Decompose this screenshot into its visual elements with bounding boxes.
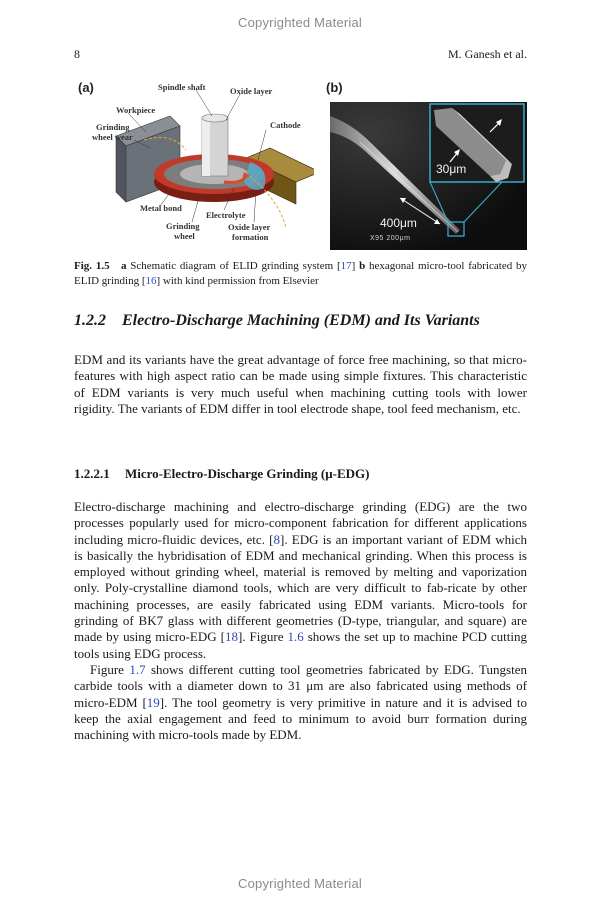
subsection-title: Micro-Electro-Discharge Grinding (μ-EDG) xyxy=(125,466,370,481)
sem-main-scale-label: 400μm xyxy=(380,216,417,230)
label-oxide-layer-top: Oxide layer xyxy=(230,86,273,96)
label-spindle-shaft: Spindle shaft xyxy=(158,82,206,92)
paragraph-edm-intro: EDM and its variants have the great advantage of force free machining, so that micro-features with high aspect ratio can be made using simple fixtures. This characteristic of EDM variants is very much useful when machining cutting tools with lower rigidity. The variants of EDM differ in tool electrode shape, tool feed mechanism, etc. xyxy=(74,352,527,416)
p3-text-2: shows different cutting tool geometries fabricated by EDG. Tungsten carbide tools with a diameter down to 31 μm are also fabricated using methods of micro-EDM [ xyxy=(74,662,527,710)
label-workpiece: Workpiece xyxy=(116,105,156,115)
sem-inset-scale-label: 30μm xyxy=(436,162,467,176)
sem-scale-bar-label: X95 200μm xyxy=(370,235,411,242)
p2-text-2: ]. EDG is an important variant of EDM which is basically the hybridisation of EDM and mechanical grinding. When this process is employed without grinding wheel, material is removed by melting and vaporization only. Poly-crystalline diamond tools, which are very difficult to fab-ricate by other machining processes, are easily fabricated using EDM variants. Micro-tools for grinding of BK7 glass with different geometries (D-type, triangular, and square) are made by using micro-EDG [ xyxy=(74,531,527,645)
paragraph-edg xyxy=(74,499,527,662)
running-head xyxy=(74,47,527,63)
panel-a-label: (a) xyxy=(78,80,94,95)
paragraph-tool-geometries xyxy=(74,662,527,743)
caption-a: a xyxy=(120,260,127,272)
ref-18-link[interactable]: 18 xyxy=(224,629,238,645)
p3-text-1: Figure xyxy=(90,662,130,677)
label-grinding-wheel-2: wheel xyxy=(174,231,195,241)
ref-19-link[interactable]: 19 xyxy=(146,694,160,710)
section-title: Electro-Discharge Machining (EDM) and Its Variants xyxy=(122,312,480,329)
panel-b-label: (b) xyxy=(326,80,343,95)
watermark-top: Copyrighted Material xyxy=(238,15,362,30)
elid-schematic-diagram xyxy=(74,78,314,250)
running-head-authors: M. Ganesh et al. xyxy=(448,47,527,61)
figure-1-6-link[interactable]: 1.6 xyxy=(287,629,304,645)
section-heading xyxy=(74,311,527,331)
p2-text-1: Electro-discharge machining and electro-discharge grinding (EDG) are the two processes popularly used for micro-component fabrication for different applications including micro-fluidic devices, etc. [ xyxy=(74,499,527,547)
caption-b: b xyxy=(359,260,366,272)
figure-1-5 xyxy=(74,78,527,250)
page-number: 8 xyxy=(74,47,80,61)
ref-8-link[interactable]: 8 xyxy=(273,531,280,547)
watermark-bottom: Copyrighted Material xyxy=(238,876,362,891)
sem-micrograph xyxy=(330,102,527,250)
p3-text-3: ]. The tool geometry is very primitive in nature and it is advised to keep the axial engagement and feed to minimum to avoid burr formation during machining with micro-tools made by EDM. xyxy=(74,694,527,743)
label-grinding-wheel-1: Grinding xyxy=(166,221,200,231)
ref-16-link[interactable]: 16 xyxy=(145,275,157,287)
label-oxide-layer-formation-2: formation xyxy=(232,232,269,242)
p2-text-4: shows the set up to machine PCD cutting tools using EDG process. xyxy=(74,629,527,661)
label-cathode: Cathode xyxy=(270,120,301,130)
sem-micro-tool-image xyxy=(330,102,527,250)
p2-text-3: ]. Figure xyxy=(237,629,288,645)
label-electrolyte: Electrolyte xyxy=(206,210,246,220)
caption-text-1: Schematic diagram of ELID grinding system [ xyxy=(126,260,341,272)
label-grinding-wheel-wear-2: wheel wear xyxy=(92,132,133,142)
caption-text-4: ] with kind permission from Elsevier xyxy=(156,275,319,287)
subsection-number: 1.2.2.1 xyxy=(74,466,110,481)
ref-17-link[interactable]: 17 xyxy=(340,260,352,272)
caption-text-3: hexagonal micro-tool fabricated by ELID grinding [ xyxy=(74,260,527,287)
caption-text-2: ] xyxy=(351,260,360,272)
label-oxide-layer-formation-1: Oxide layer xyxy=(228,222,271,232)
figure-1-7-link[interactable]: 1.7 xyxy=(129,662,146,677)
label-metal-bond: Metal bond xyxy=(140,203,182,213)
subsection-heading xyxy=(74,466,527,482)
section-number: 1.2.2 xyxy=(74,312,106,329)
label-grinding-wheel-wear-1: Grinding xyxy=(96,122,130,132)
figure-caption xyxy=(74,259,527,289)
caption-fig-label: Fig. 1.5 xyxy=(74,260,110,272)
